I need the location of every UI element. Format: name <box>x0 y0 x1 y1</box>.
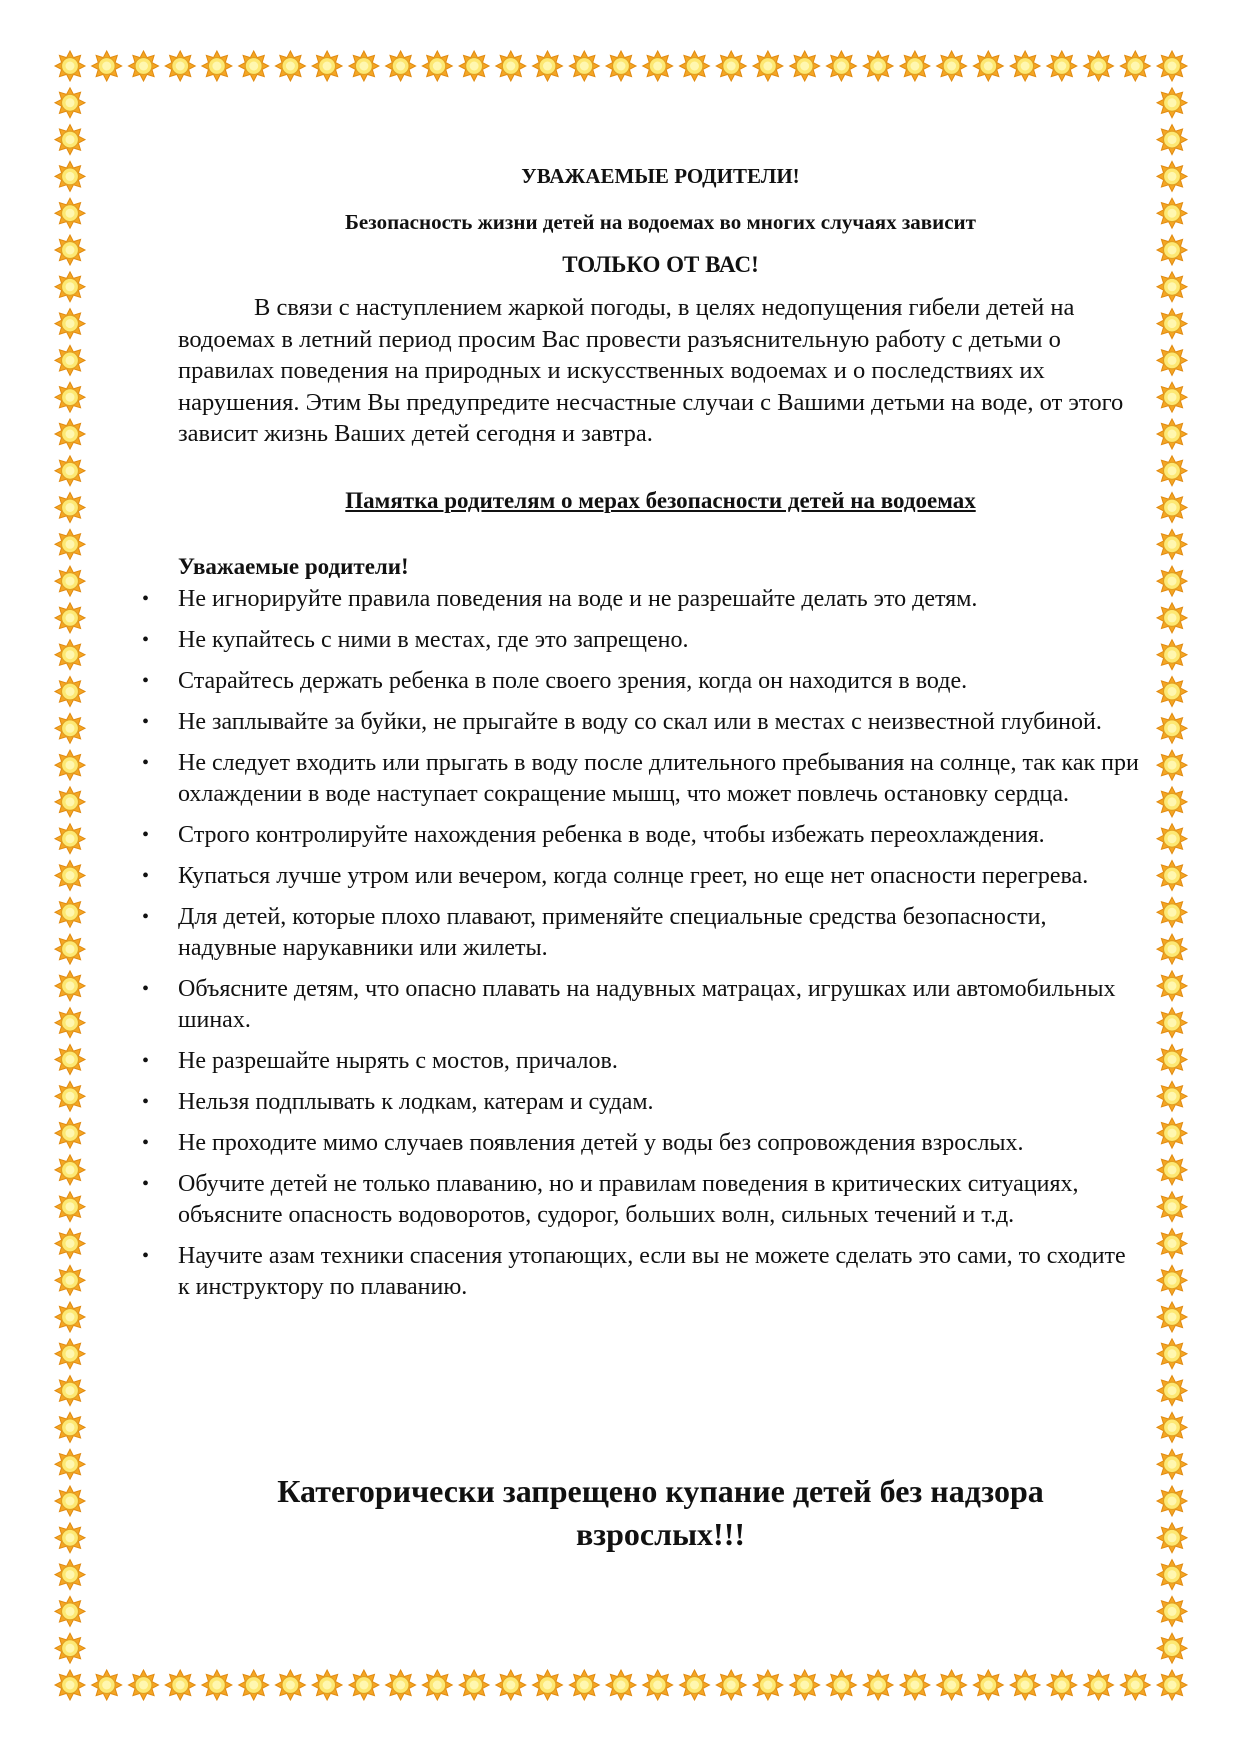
sun-icon <box>643 1670 673 1700</box>
sun-icon <box>863 51 893 81</box>
sun-icon <box>55 1412 85 1442</box>
sun-icon <box>202 1670 232 1700</box>
sun-icon <box>275 51 305 81</box>
sun-icon <box>55 861 85 891</box>
sun-icon <box>1157 1560 1187 1590</box>
sun-icon <box>606 51 636 81</box>
sun-icon <box>55 456 85 486</box>
sun-icon <box>386 1670 416 1700</box>
sun-icon <box>1157 1339 1187 1369</box>
sun-icon <box>900 1670 930 1700</box>
sun-icon <box>973 51 1003 81</box>
sun-icon <box>165 51 195 81</box>
sun-icon <box>1157 456 1187 486</box>
sun-icon <box>1157 1449 1187 1479</box>
sun-icon <box>569 51 599 81</box>
sun-icon <box>1157 603 1187 633</box>
sun-icon <box>1120 1670 1150 1700</box>
sun-icon <box>55 1265 85 1295</box>
sun-icon <box>496 51 526 81</box>
sun-icon <box>55 1118 85 1148</box>
sun-icon <box>1157 493 1187 523</box>
list-item: • Старайтесь держать ребенка в поле своего зрения, когда он находится в воде. <box>178 666 1143 697</box>
sun-icon <box>55 419 85 449</box>
sun-icon <box>1157 897 1187 927</box>
sun-icon <box>55 1376 85 1406</box>
sun-icon <box>1157 640 1187 670</box>
sun-icon <box>312 51 342 81</box>
sun-icon <box>1157 382 1187 412</box>
sun-icon <box>1157 1412 1187 1442</box>
greeting: Уважаемые родители! <box>178 554 409 579</box>
sun-icon <box>1157 1118 1187 1148</box>
sun-icon <box>1157 1192 1187 1222</box>
sun-icon <box>92 1670 122 1700</box>
sun-icon <box>459 51 489 81</box>
list-item: • Не игнорируйте правила поведения на воде и не разрешайте делать это детям. <box>178 584 1143 615</box>
sun-icon <box>239 51 269 81</box>
sun-icon <box>349 1670 379 1700</box>
sun-icon <box>386 51 416 81</box>
sun-icon <box>1157 529 1187 559</box>
sun-icon <box>1047 1670 1077 1700</box>
sun-icon <box>1157 1633 1187 1663</box>
final-warning <box>178 1470 1143 1556</box>
sun-icon <box>900 51 930 81</box>
sun-icon <box>1084 1670 1114 1700</box>
list-item: • Купаться лучше утром или вечером, когда солнце греет, но еще нет опасности перегрева. <box>178 861 1143 892</box>
sun-icon <box>459 1670 489 1700</box>
sun-icon <box>1157 824 1187 854</box>
sun-icon <box>1157 1008 1187 1038</box>
sun-icon <box>55 198 85 228</box>
doc-subtitle: Безопасность жизни детей на водоемах во многих случаях зависит <box>345 210 976 234</box>
sun-icon <box>1157 787 1187 817</box>
sun-icon <box>422 1670 452 1700</box>
sun-icon <box>680 1670 710 1700</box>
memo-heading: Памятка родителям о мерах безопасности детей на водоемах <box>345 488 976 513</box>
sun-icon <box>55 1633 85 1663</box>
sun-icon <box>826 1670 856 1700</box>
list-item: • Научите азам техники спасения утопающих, если вы не можете сделать это сами, то сходите к инструктору по плаванию. <box>178 1241 1143 1303</box>
list-item: • Не заплывайте за буйки, не прыгайте в воду со скал или в местах с неизвестной глубиной. <box>178 707 1143 738</box>
final-warning-line-2: взрослых!!! <box>575 1516 746 1552</box>
sun-icon <box>973 1670 1003 1700</box>
sun-icon <box>533 51 563 81</box>
sun-icon <box>826 51 856 81</box>
sun-icon <box>1120 51 1150 81</box>
sun-icon <box>55 1229 85 1259</box>
sun-icon <box>55 1008 85 1038</box>
intro-paragraph: В связи с наступлением жаркой погоды, в целях недопущения гибели детей на водоемах в летний период просим Вас провести разъяснительную работу с детьми о правилах поведения на природных и искусственных водоемах и о последствиях их нарушения. Этим Вы предупредите несчастные случаи с Вашими детьми на воде, от этого зависит жизнь Ваших детей сегодня и завтра. <box>178 294 1124 447</box>
sun-icon <box>1047 51 1077 81</box>
sun-icon <box>1157 677 1187 707</box>
sun-icon <box>1010 51 1040 81</box>
sun-icon <box>606 1670 636 1700</box>
sun-icon <box>55 750 85 780</box>
sun-icon <box>753 51 783 81</box>
sun-icon <box>55 713 85 743</box>
sun-icon <box>937 1670 967 1700</box>
sun-icon <box>1157 235 1187 265</box>
sun-icon <box>1157 1045 1187 1075</box>
sun-icon <box>55 125 85 155</box>
sun-icon <box>92 51 122 81</box>
sun-icon <box>55 1449 85 1479</box>
sun-icon <box>1157 1302 1187 1332</box>
list-item: • Не разрешайте нырять с мостов, причалов. <box>178 1046 1143 1077</box>
sun-icon <box>1157 345 1187 375</box>
sun-icon <box>55 1302 85 1332</box>
document-page <box>178 160 1143 1600</box>
list-item: • Для детей, которые плохо плавают, применяйте специальные средства безопасности, надувные нарукавники или жилеты. <box>178 902 1143 964</box>
sun-icon <box>129 51 159 81</box>
sun-icon <box>1157 125 1187 155</box>
sun-icon <box>716 1670 746 1700</box>
sun-icon <box>55 1192 85 1222</box>
list-item: • Строго контролируйте нахождения ребенка в воде, чтобы избежать переохлаждения. <box>178 820 1143 851</box>
sun-icon <box>1157 934 1187 964</box>
sun-icon <box>790 51 820 81</box>
sun-icon <box>1157 419 1187 449</box>
sun-icon <box>55 309 85 339</box>
sun-icon <box>1157 1155 1187 1185</box>
sun-icon <box>1157 309 1187 339</box>
sun-icon <box>937 51 967 81</box>
sun-icon <box>55 529 85 559</box>
list-item: • Объясните детям, что опасно плавать на надувных матрацах, игрушках или автомобильных шинах. <box>178 974 1143 1036</box>
rules-list <box>178 584 1143 1313</box>
sun-icon <box>533 1670 563 1700</box>
sun-icon <box>55 235 85 265</box>
sun-icon <box>1084 51 1114 81</box>
sun-icon <box>55 1081 85 1111</box>
sun-icon <box>55 1045 85 1075</box>
sun-icon <box>569 1670 599 1700</box>
sun-icon <box>1157 1265 1187 1295</box>
sun-icon <box>1157 1081 1187 1111</box>
sun-icon <box>55 603 85 633</box>
sun-icon <box>202 51 232 81</box>
sun-icon <box>1157 1523 1187 1553</box>
sun-icon <box>422 51 452 81</box>
sun-icon <box>55 640 85 670</box>
sun-icon <box>55 824 85 854</box>
sun-icon <box>1157 198 1187 228</box>
sun-icon <box>129 1670 159 1700</box>
sun-icon <box>1157 1486 1187 1516</box>
sun-icon <box>55 677 85 707</box>
sun-icon <box>1157 861 1187 891</box>
sun-icon <box>496 1670 526 1700</box>
sun-icon <box>1157 1596 1187 1626</box>
sun-icon <box>275 1670 305 1700</box>
sun-icon <box>1157 713 1187 743</box>
sun-icon <box>55 493 85 523</box>
sun-icon <box>55 51 85 81</box>
sun-icon <box>55 1596 85 1626</box>
sun-icon <box>55 88 85 118</box>
sun-icon <box>349 51 379 81</box>
doc-title: УВАЖАЕМЫЕ РОДИТЕЛИ! <box>521 164 800 188</box>
sun-icon <box>790 1670 820 1700</box>
sun-icon <box>1157 1670 1187 1700</box>
sun-icon <box>55 1670 85 1700</box>
sun-icon <box>55 934 85 964</box>
list-item: • Не купайтесь с ними в местах, где это запрещено. <box>178 625 1143 656</box>
sun-icon <box>55 1486 85 1516</box>
sun-icon <box>165 1670 195 1700</box>
sun-icon <box>55 897 85 927</box>
sun-icon <box>1157 1229 1187 1259</box>
sun-icon <box>55 566 85 596</box>
sun-icon <box>55 971 85 1001</box>
sun-icon <box>239 1670 269 1700</box>
sun-icon <box>55 382 85 412</box>
list-item: • Нельзя подплывать к лодкам, катерам и судам. <box>178 1087 1143 1118</box>
sun-icon <box>716 51 746 81</box>
sun-icon <box>1157 1376 1187 1406</box>
sun-icon <box>55 345 85 375</box>
sun-icon <box>1157 51 1187 81</box>
sun-icon <box>1157 750 1187 780</box>
sun-icon <box>1157 161 1187 191</box>
doc-subtitle-emphasis: ТОЛЬКО ОТ ВАС! <box>562 252 759 277</box>
sun-icon <box>1157 272 1187 302</box>
sun-icon <box>55 1523 85 1553</box>
list-item: • Обучите детей не только плаванию, но и правилам поведения в критических ситуациях, объясните опасность водоворотов, судорог, больших волн, сильных течений и т.д. <box>178 1169 1143 1231</box>
list-item: • Не следует входить или прыгать в воду после длительного пребывания на солнце, так как при охлаждении в воде наступает сокращение мышц, что может повлечь остановку сердца. <box>178 748 1143 810</box>
sun-icon <box>55 1339 85 1369</box>
final-warning-line-1: Категорически запрещено купание детей без надзора <box>277 1473 1044 1509</box>
sun-icon <box>55 1560 85 1590</box>
sun-icon <box>1157 971 1187 1001</box>
sun-icon <box>1010 1670 1040 1700</box>
sun-icon <box>643 51 673 81</box>
sun-icon <box>55 161 85 191</box>
sun-icon <box>1157 566 1187 596</box>
sun-icon <box>55 272 85 302</box>
sun-icon <box>55 787 85 817</box>
sun-icon <box>863 1670 893 1700</box>
sun-icon <box>1157 88 1187 118</box>
sun-icon <box>753 1670 783 1700</box>
list-item: • Не проходите мимо случаев появления детей у воды без сопровождения взрослых. <box>178 1128 1143 1159</box>
sun-icon <box>55 1155 85 1185</box>
sun-icon <box>680 51 710 81</box>
sun-icon <box>312 1670 342 1700</box>
